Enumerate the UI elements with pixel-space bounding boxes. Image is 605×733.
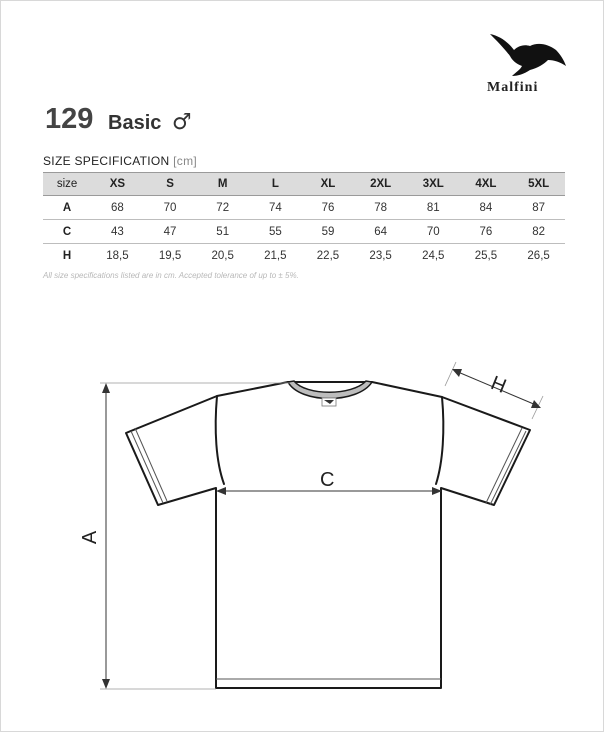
table-cell: 23,5: [369, 249, 392, 262]
measure-c-label: C: [320, 469, 335, 491]
table-cell: 68: [91, 196, 144, 220]
column-header: 4XL: [460, 173, 513, 196]
table-cell: 76: [302, 196, 355, 220]
table-cell: 22,5: [316, 249, 340, 262]
measure-h-label: H: [487, 372, 510, 398]
column-header: S: [144, 173, 197, 196]
left-armhole-seam: [216, 396, 224, 484]
table-cell: 59: [302, 220, 355, 244]
table-cell: 72: [196, 196, 249, 220]
spec-unit: [cm]: [173, 154, 198, 168]
measure-a: [100, 383, 290, 689]
column-header: 3XL: [407, 173, 460, 196]
table-cell: 25,5: [474, 249, 498, 262]
table-cell: 21,5: [264, 249, 287, 262]
table-cell: 87: [512, 196, 565, 220]
table-cell: 26,5: [527, 249, 550, 262]
column-header: XL: [302, 173, 355, 196]
table-cell: 81: [407, 196, 460, 220]
table-cell: 64: [354, 220, 407, 244]
left-sleeve-hem: [131, 431, 163, 503]
arrow-c-left: [216, 487, 226, 495]
brand-name: Malfini: [487, 80, 539, 95]
table-cell: 19,5: [158, 249, 182, 262]
column-header: XS: [91, 173, 144, 196]
tolerance-note: All size specifications listed are in cm. Accepted tolerance of up to ± 5%.: [43, 271, 299, 280]
tshirt-outline: [126, 382, 530, 688]
table-cell: 24,5: [422, 249, 445, 262]
table-cell: 55: [249, 220, 302, 244]
table-cell: 74: [249, 196, 302, 220]
right-sleeve-hem: [490, 431, 526, 505]
measure-a-label: A: [79, 530, 102, 545]
table-cell: 70: [407, 220, 460, 244]
product-name: Basic: [108, 112, 162, 134]
product-number: 129: [45, 103, 94, 135]
row-label: H: [62, 249, 72, 262]
table-cell: 84: [460, 196, 513, 220]
column-header: size: [43, 173, 91, 196]
column-header: L: [249, 173, 302, 196]
table-cell: 51: [196, 220, 249, 244]
table-cell: 76: [460, 220, 513, 244]
arrow-a-top: [102, 383, 110, 393]
table-cell: 20,5: [211, 249, 234, 262]
table-cell: 18,5: [106, 249, 129, 262]
table-cell: 70: [144, 196, 197, 220]
spec-heading-text: SIZE SPECIFICATION: [43, 154, 170, 168]
right-armhole-seam: [436, 397, 443, 484]
column-header: 5XL: [512, 173, 565, 196]
table-cell: 43: [91, 220, 144, 244]
collar: [288, 381, 372, 399]
table-cell: 82: [512, 220, 565, 244]
row-label: C: [43, 220, 91, 244]
column-header: M: [196, 173, 249, 196]
arrow-h-left: [452, 369, 462, 377]
right-sleeve-hem-inner: [486, 428, 522, 503]
table-cell: 47: [144, 220, 197, 244]
row-label: A: [43, 196, 91, 220]
arrow-a-bottom: [102, 679, 110, 689]
male-icon: ♂: [172, 110, 192, 135]
column-header: 2XL: [354, 173, 407, 196]
table-cell: 78: [354, 196, 407, 220]
